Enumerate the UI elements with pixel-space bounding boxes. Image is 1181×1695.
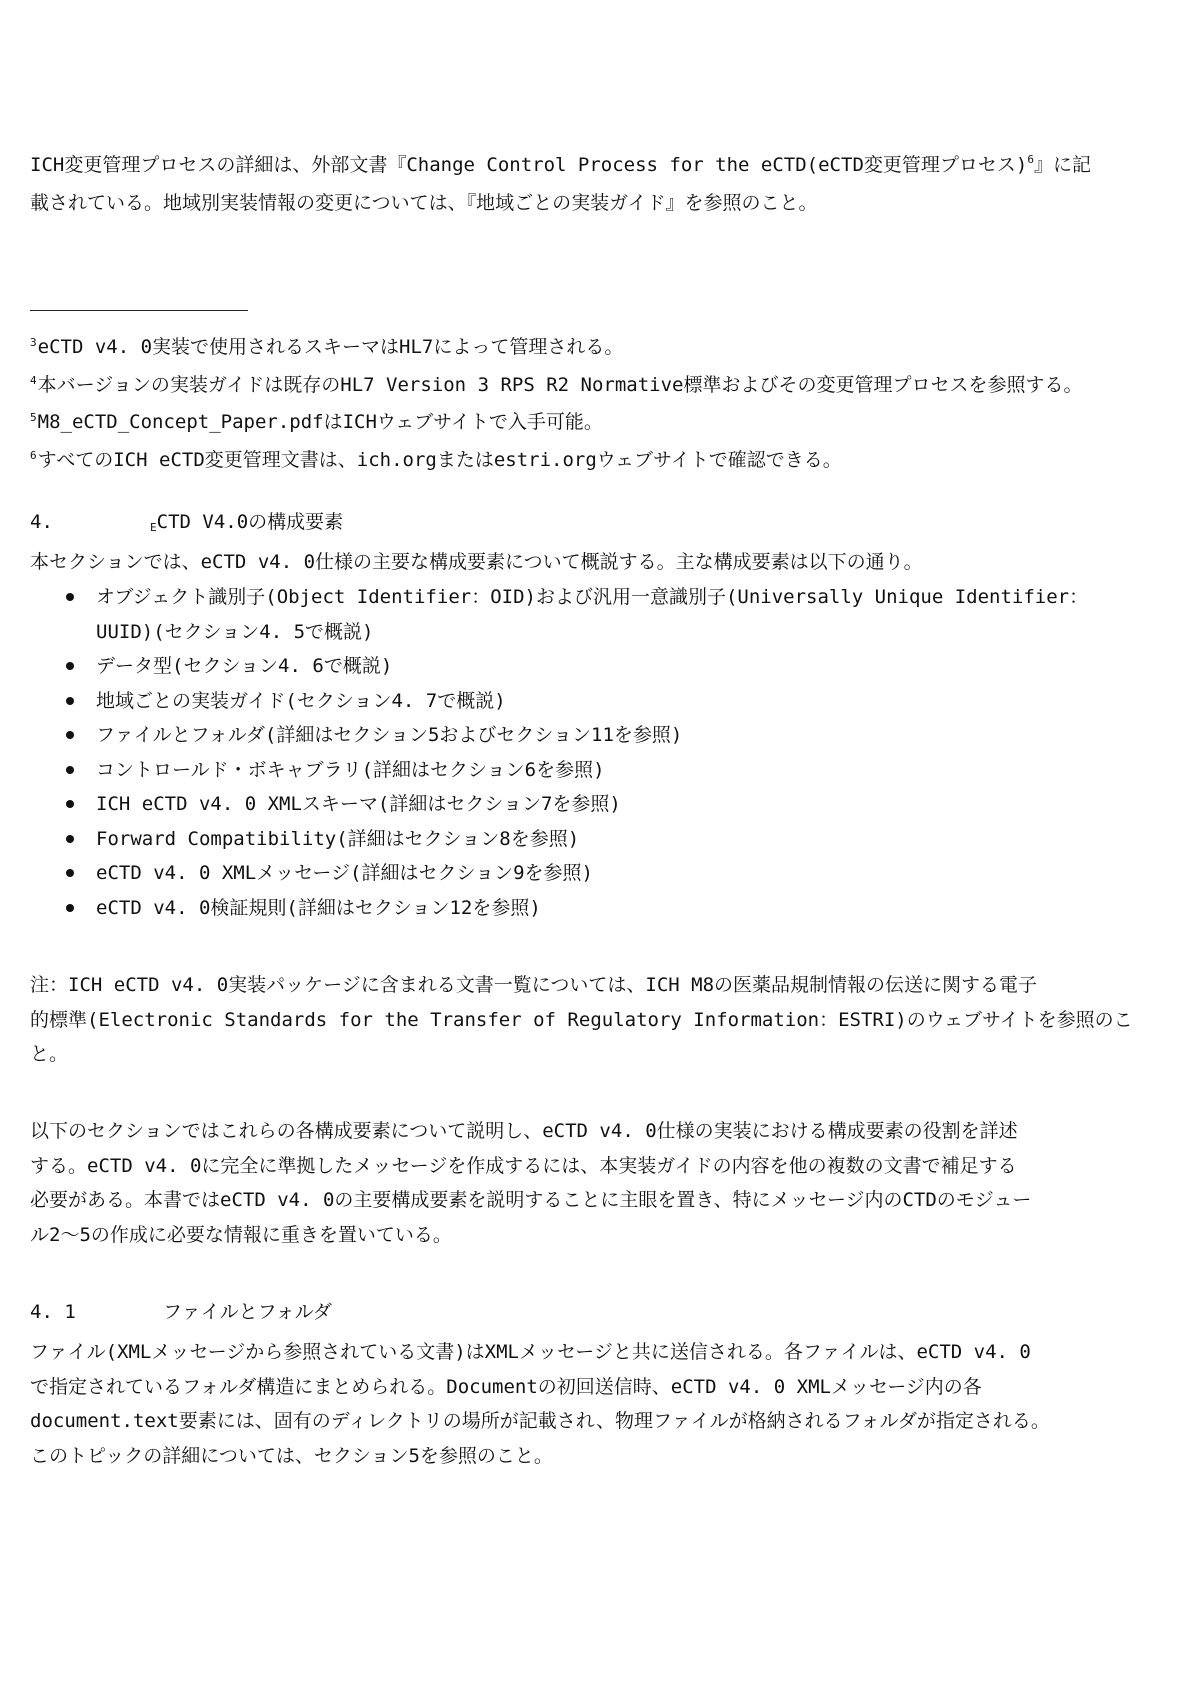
list-item-text: ファイルとフォルダ(詳細はセクション5およびセクション11を参照): [96, 724, 683, 746]
bullet-icon: [66, 697, 74, 705]
section-4-1-number: 4. 1: [30, 1301, 76, 1323]
footnote-text: M8_eCTD_Concept_Paper.pdfはICHウェブサイトで入手可能。: [37, 411, 603, 433]
list-item-text: オブジェクト識別子(Object Identifier：OID)および汎用一意識別子(Universally Unique Identifier：: [96, 586, 1089, 608]
section-4-1-body: [30, 1335, 1153, 1473]
paragraph-line: ファイル(XMLメッセージから参照されている文書)はXMLメッセージと共に送信される。各ファイルは、eCTD v4. 0: [30, 1341, 1031, 1363]
paragraph-line: する。eCTD v4. 0に完全に準拠したメッセージを作成するには、本実装ガイドの内容を他の複数の文書で補足する: [30, 1154, 1017, 1177]
list-item-text: eCTD v4. 0検証規則(詳細はセクション12を参照): [96, 896, 541, 919]
intro-line-1-text: ICH変更管理プロセスの詳細は、外部文書『Change Control Process for the eCTD(eCTD変更管理プロセス): [30, 154, 1028, 176]
section-4-intro: 本セクションでは、eCTD v4. 0仕様の主要な構成要素について概説する。主な構成要素は以下の通り。: [30, 551, 923, 573]
list-item: [66, 891, 1153, 926]
list-item: [66, 753, 1153, 788]
intro-line-1-tail: 』に記: [1033, 154, 1091, 176]
bullet-icon: [66, 593, 74, 601]
bullet-icon: [66, 800, 74, 808]
paragraph-line: ル2～5の作成に必要な情報に重きを置いている。: [30, 1223, 452, 1246]
list-item: [66, 649, 1153, 684]
footnote-mark: 4: [30, 373, 37, 387]
list-item-text: eCTD v4. 0 XMLメッセージ(詳細はセクション9を参照): [96, 862, 593, 884]
list-item-text: UUID)(セクション4. 5で概説): [96, 620, 374, 643]
list-item-text: Forward Compatibility(詳細はセクション8を参照): [96, 827, 580, 850]
footnotes: [30, 330, 1153, 480]
bullet-icon: [66, 662, 74, 670]
footnote-mark: 3: [30, 336, 37, 349]
footnote-3: [30, 330, 1153, 368]
list-item-text: 地域ごとの実装ガイド(セクション4. 7で概説): [96, 689, 506, 712]
intro-line-1: [30, 148, 1153, 186]
list-item: [66, 684, 1153, 719]
bullet-icon: [66, 835, 74, 843]
component-list: [66, 580, 1153, 925]
paragraph-line: 以下のセクションではこれらの各構成要素について説明し、eCTD v4. 0仕様の実装における構成要素の役割を詳述: [30, 1120, 1018, 1142]
footnote-5: [30, 405, 1153, 443]
list-item-text: データ型(セクション4. 6で概説): [96, 655, 393, 677]
list-item-text: ICH eCTD v4. 0 XMLスキーマ(詳細はセクション7を参照): [96, 793, 621, 815]
section-4-title: CTD V4.0の構成要素: [156, 511, 344, 533]
footnote-text: eCTD v4. 0実装で使用されるスキーマはHL7によって管理される。: [37, 336, 624, 358]
note-line: 的標準(Electronic Standards for the Transfer of Regulatory Information：ESTRI)のウェブサイトを参照のこ: [30, 1008, 1133, 1031]
bullet-icon: [66, 869, 74, 877]
footnote-text: すべてのICH eCTD変更管理文書は、ich.orgまたはestri.orgウェブサイトで確認できる。: [37, 448, 842, 471]
intro-paragraph: [30, 148, 1153, 220]
paragraph-line: で指定されているフォルダ構造にまとめられる。Documentの初回送信時、eCTD v4. 0 XMLメッセージ内の各: [30, 1375, 982, 1398]
section-4-title-prefix: E: [150, 521, 157, 534]
section-4-1-title: ファイルとフォルダ: [163, 1301, 332, 1323]
note-paragraph: [30, 968, 1153, 1072]
footnote-mark: 6: [30, 448, 37, 462]
section-4-heading: [30, 505, 1153, 543]
components-overview-paragraph: [30, 1114, 1153, 1252]
list-item-text: コントロールド・ボキャブラリ(詳細はセクション6を参照): [96, 758, 605, 781]
section-4-1-heading: [30, 1295, 1153, 1330]
footnote-mark: 5: [30, 411, 37, 424]
footnote-6: [30, 443, 1153, 481]
note-line: 注：ICH eCTD v4. 0実装パッケージに含まれる文書一覧については、ICH M8の医薬品規制情報の伝送に関する電子: [30, 974, 1038, 996]
list-item: [66, 822, 1153, 857]
intro-footnote-marker: 6: [1027, 153, 1034, 166]
bullet-icon: [66, 904, 74, 912]
intro-line-2: 載されている。地域別実装情報の変更については、『地域ごとの実装ガイド』を参照のこと。: [30, 191, 818, 214]
footnote-separator: [30, 310, 248, 311]
bullet-icon: [66, 731, 74, 739]
section-4-number: 4.: [30, 511, 53, 533]
paragraph-line: 必要がある。本書ではeCTD v4. 0の主要構成要素を説明することに主眼を置き、特にメッセージ内のCTDのモジュー: [30, 1189, 1032, 1211]
list-item: [66, 580, 1153, 649]
list-item: [66, 787, 1153, 822]
footnote-text: 本バージョンの実装ガイドは既存のHL7 Version 3 RPS R2 Normative標準およびその変更管理プロセスを参照する。: [37, 373, 1083, 396]
note-line: と。: [30, 1043, 69, 1065]
list-item: [66, 718, 1153, 753]
bullet-icon: [66, 766, 74, 774]
footnote-4: [30, 368, 1153, 406]
paragraph-line: このトピックの詳細については、セクション5を参照のこと。: [30, 1444, 553, 1467]
paragraph-line: document.text要素には、固有のディレクトリの場所が記載され、物理ファイルが格納されるフォルダが指定される。: [30, 1410, 1050, 1432]
list-item: [66, 856, 1153, 891]
